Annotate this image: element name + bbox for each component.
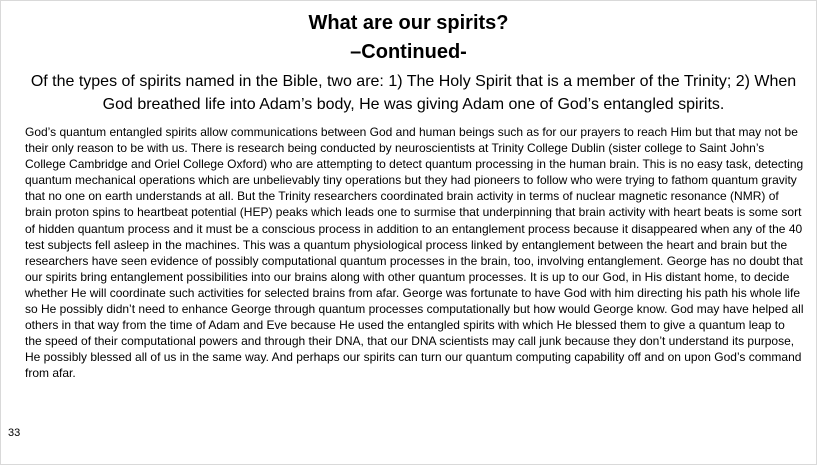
title-line-2: –Continued-	[350, 41, 467, 63]
page-number: 33	[8, 427, 21, 439]
slide-title	[1, 9, 816, 67]
slide-subtitle: Of the types of spirits named in the Bible, two are: 1) The Holy Spirit that is a member of the Trinity; 2) When God breathed life into Adam’s body, He was giving Adam one of God’s entangled spirits.	[30, 73, 797, 113]
title-line-1: What are our spirits?	[308, 12, 509, 34]
slide-body-text: God’s quantum entangled spirits allow communications between God and human beings such as for our prayers to reach Him but that may not be their only reason to be with us. There is research being conducted by neuroscientists at Trinity College Dublin (sister college to Saint John’s College Cambridge and Oriel College Oxford) who are attempting to detect quantum processing in the human brain. This is no easy task, detecting quantum mechanical operations which are unbelievably tiny operations but they had pioneers to follow who were trying to fathom quantum gravity that no one on earth understands at all. But the Trinity researchers coordinated brain activity in terms of nuclear magnetic resonance (NMR) of brain proton spins to heartbeat potential (HEP) peaks which leads one to surmise that underpinning that brain activity with heart beats is some sort of hidden quantum process and it must be a conscious process in addition to an entanglement process because it disappeared when any of the 40 test subjects fell asleep in the machines. This was a quantum physiological process linked by entanglement between the heart and brain but the researchers have seen evidence of possibly computational quantum processes in the brain, too, involving entanglement. George has no doubt that our spirits bring entanglement possibilities into our brains along with other quantum processes. It is up to our God, in His distant home, to decide whether He will coordinate such activities for selected brains from afar. George was fortunate to have God with him directing his path his whole life so He possibly didn’t need to enhance George through quantum processes computationally but how would George know. God may have helped all others in that way from the time of Adam and Eve because He used the entangled spirits with which He blessed them to give a quantum leap to the speed of their computational powers and through their DNA, that our DNA scientists may call junk because they don’t understand its purpose, He possibly blessed all of us in the same way. And perhaps our spirits can turn our quantum computing capability off and on upon God’s command from afar.	[25, 125, 804, 381]
